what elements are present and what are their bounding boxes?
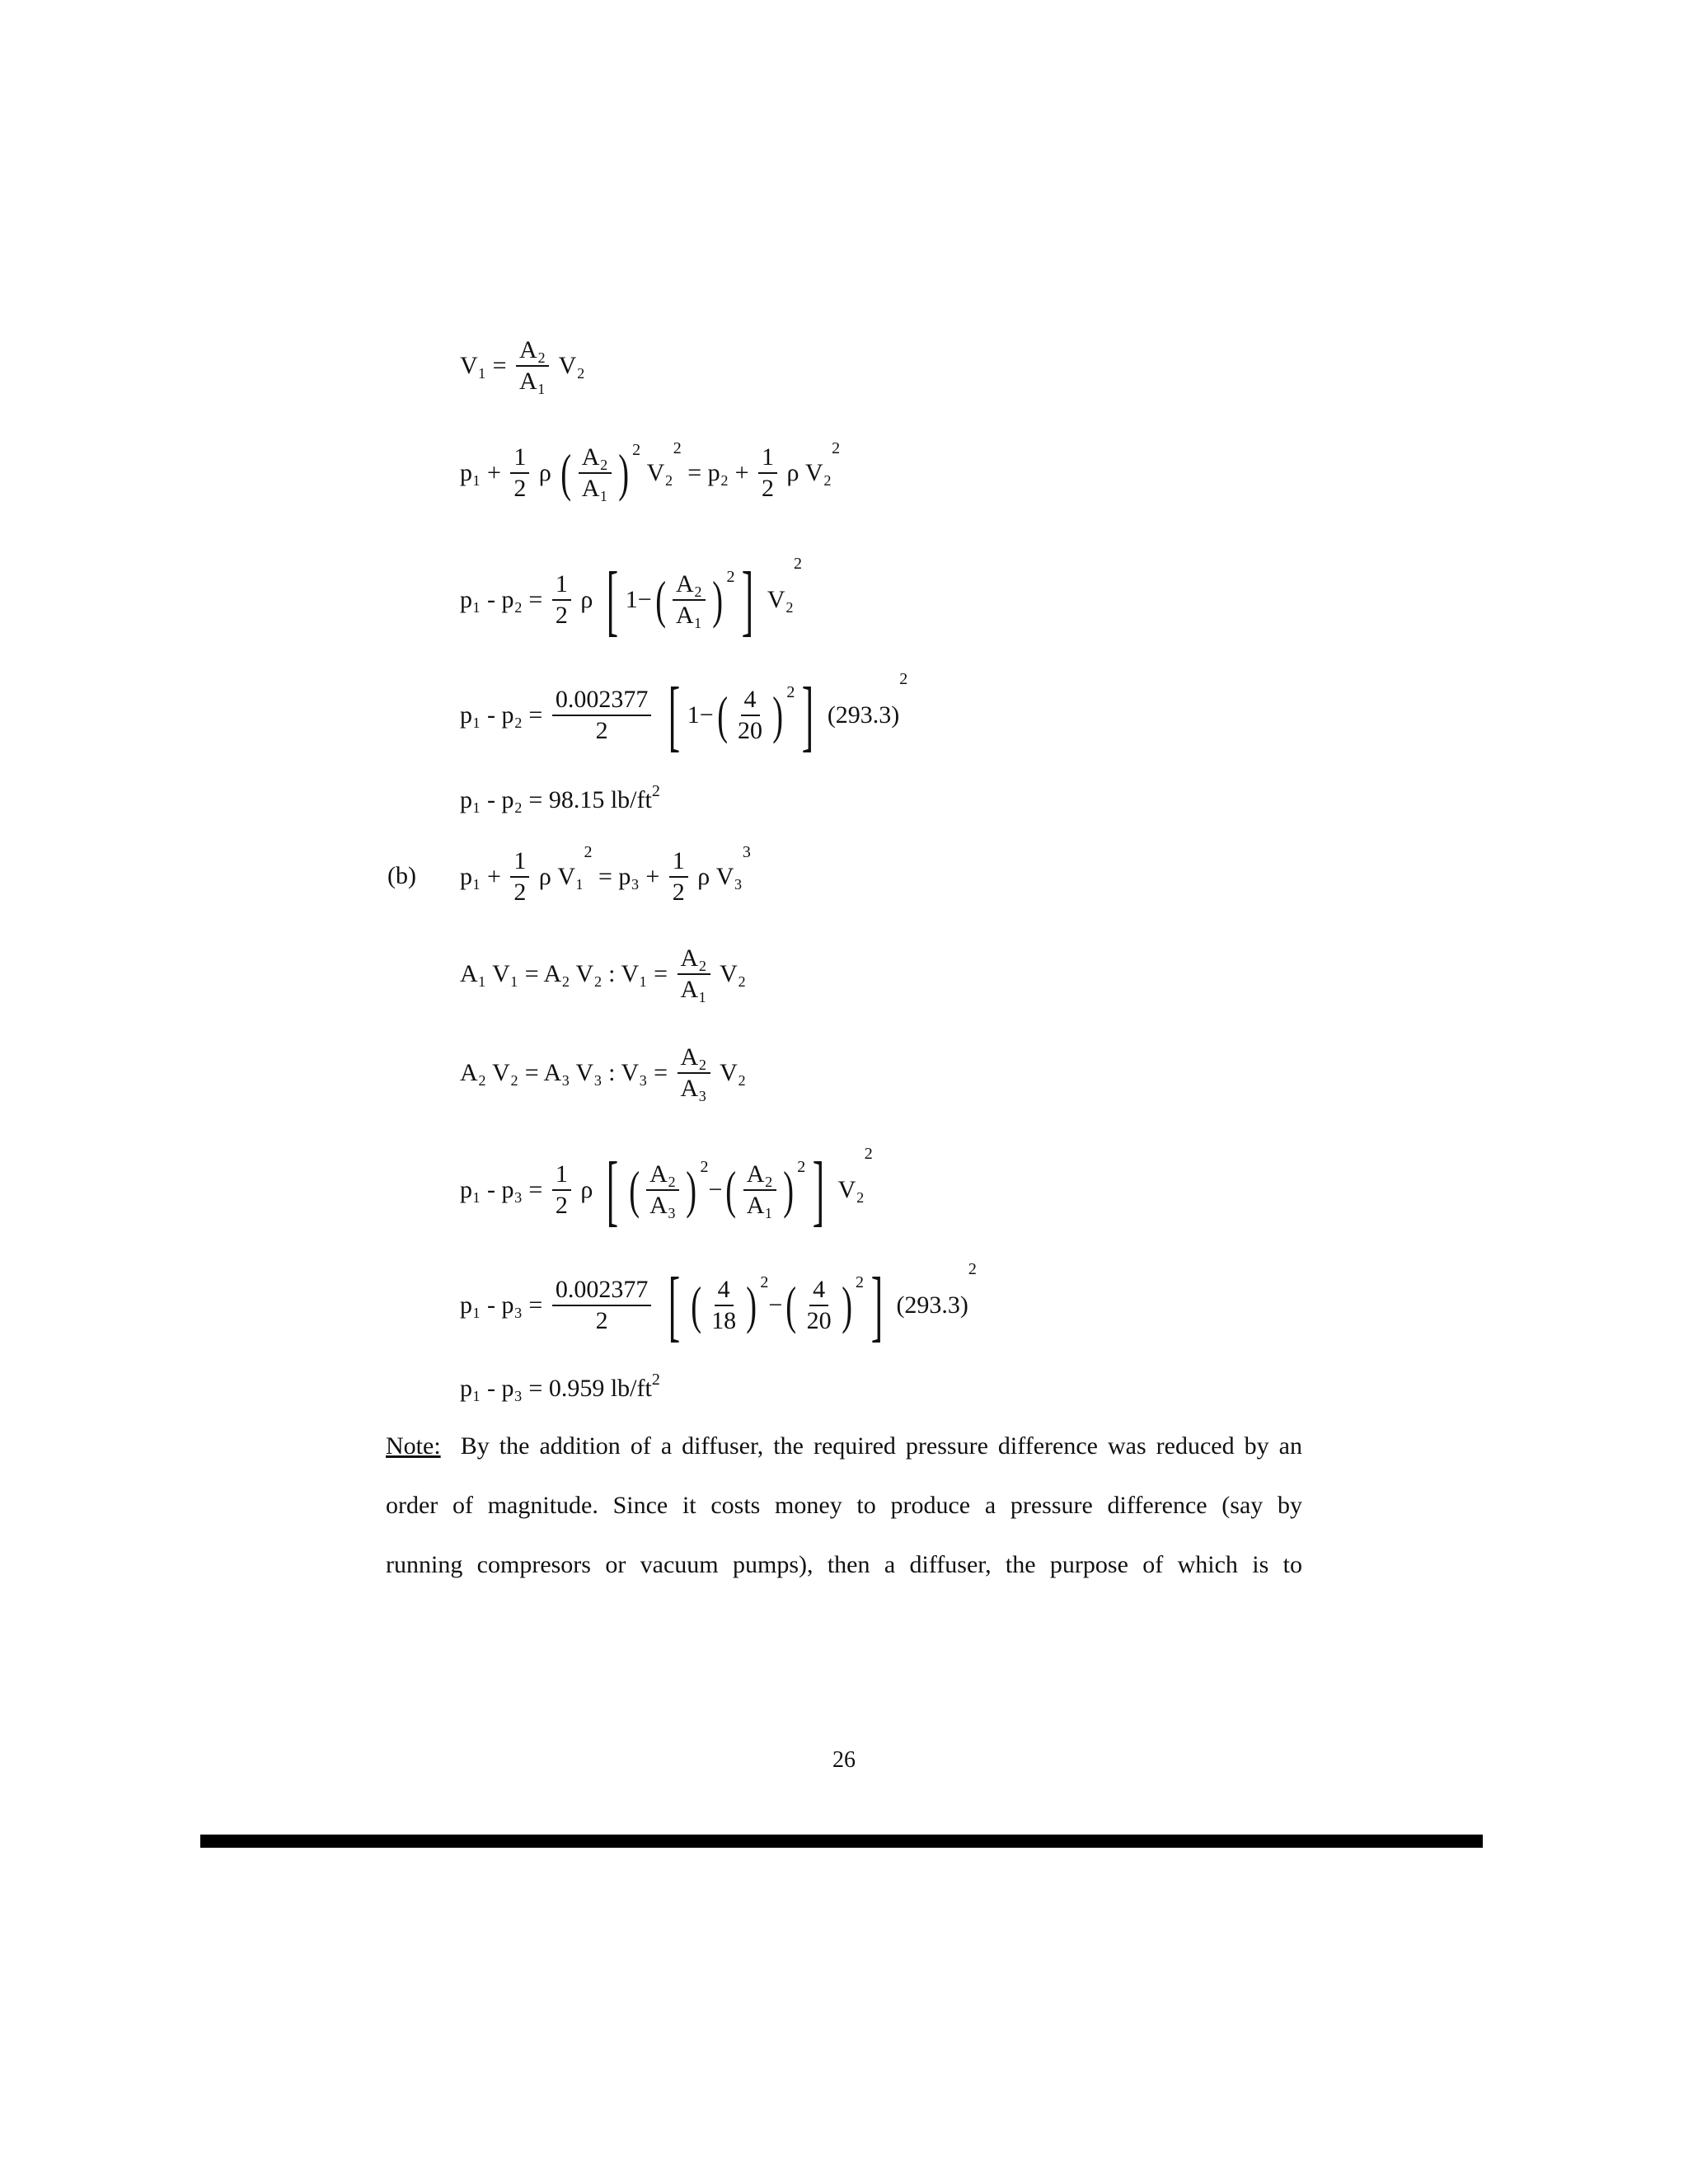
eq2-eqsign: = p₂ +	[687, 459, 749, 486]
eq9-exp2: 2	[797, 1158, 806, 1176]
eq2-half	[510, 445, 529, 501]
eq10-lhs: p₁ - p₃ =	[460, 1291, 543, 1319]
eq8-rhs: V₂	[720, 1059, 747, 1086]
eq4-rhs: (293.3)	[827, 701, 900, 729]
left-bracket: [	[668, 671, 681, 759]
eq7-rhs: V₂	[720, 960, 747, 987]
eq3-exp: 2	[726, 568, 735, 586]
eq2-rhs: ρ V₂	[786, 459, 832, 486]
eq4-one: 1−	[687, 701, 714, 729]
eq10-coef	[552, 1277, 652, 1333]
eq9-exp1: 2	[700, 1158, 709, 1176]
eq9-paren-group-1	[626, 1158, 709, 1219]
eq4-ratio	[734, 687, 766, 743]
eq3-rho: ρ	[580, 586, 593, 613]
eq9-rho: ρ	[580, 1176, 593, 1203]
eq3-lhs: p₁ - p₂ =	[460, 586, 543, 613]
right-bracket: ]	[742, 555, 754, 644]
equation-v1	[460, 338, 585, 394]
eq1-rhs: V₂	[558, 352, 585, 379]
equation-result-p1-p3	[460, 1371, 660, 1402]
eq2-half2-den: 2	[762, 475, 775, 502]
eq8-den: A₃	[680, 1075, 707, 1102]
eq4-coef-den: 2	[595, 717, 608, 744]
right-paren: )	[772, 686, 784, 744]
right-paren: )	[618, 443, 629, 502]
eq3-ratio	[673, 572, 706, 628]
right-paren: )	[783, 1160, 794, 1219]
eq7-fraction	[678, 946, 710, 1002]
equation-bernoulli-1	[460, 439, 841, 502]
eq4-coef-num: 0.002377	[552, 687, 652, 716]
eq9-r2-den: A₁	[746, 1192, 773, 1219]
eq9-paren-group-2	[722, 1158, 806, 1219]
eq2-ratio-den: A₁	[581, 475, 608, 502]
eq7-den: A₁	[680, 976, 707, 1003]
note-label: Note:	[386, 1432, 441, 1460]
eq9-r1-den: A₃	[649, 1192, 677, 1219]
eq3-bracket-group	[599, 555, 762, 644]
eq2-half2	[758, 445, 777, 501]
eq1-den: A₁	[519, 368, 546, 395]
note-text-1: By the addition of a diffuser, the required pressure difference was reduced by an	[460, 1432, 1302, 1460]
left-bracket: [	[606, 1146, 618, 1234]
left-paren: (	[785, 1276, 797, 1334]
eq10-coef-num: 0.002377	[552, 1277, 652, 1306]
left-paren: (	[716, 686, 728, 744]
eq3-rhs-exp: 2	[794, 555, 803, 573]
eq3-one: 1−	[625, 586, 652, 613]
eq10-exp2: 2	[855, 1273, 864, 1291]
left-bracket: [	[668, 1261, 681, 1349]
eq10-paren-group-2	[782, 1273, 864, 1334]
equation-continuity-2	[460, 1045, 746, 1101]
eq2-lhs: p₁ +	[460, 459, 501, 486]
eq2-rho: ρ	[538, 459, 551, 486]
eq3-half-den: 2	[555, 602, 568, 629]
eq9-ratio-1	[646, 1162, 679, 1218]
eq5-exp: 2	[651, 782, 660, 800]
right-paren: )	[686, 1160, 697, 1219]
eq8-fraction	[678, 1045, 710, 1101]
eq9-lhs: p₁ - p₃ =	[460, 1176, 543, 1203]
eq9-half	[552, 1162, 571, 1218]
eq10-coef-den: 2	[595, 1307, 608, 1334]
eq6-half-num: 1	[510, 849, 529, 878]
eq10-bracket-group	[661, 1261, 890, 1349]
right-paren: )	[841, 1276, 852, 1334]
eq8-lhs: A₂ V₂ = A₃ V₃ : V₃ =	[460, 1059, 668, 1086]
right-bracket: ]	[812, 1146, 825, 1234]
bottom-divider	[200, 1835, 1483, 1848]
equation-pressure-diff-numeric-1	[460, 670, 908, 759]
eq8-num: A₂	[678, 1045, 710, 1074]
eq10-r2-num: 4	[809, 1277, 828, 1306]
eq3-paren-group	[652, 568, 735, 629]
eq10-minus: −	[768, 1291, 783, 1319]
eq4-coef	[552, 687, 652, 743]
eq4-bracket-group	[661, 671, 821, 759]
eq1-num: A₂	[516, 338, 549, 367]
eq9-minus: −	[708, 1176, 723, 1203]
eq11-exp: 2	[651, 1371, 660, 1389]
eq3-rhs: V₂	[767, 586, 795, 613]
eq10-rhs-exp: 2	[968, 1260, 977, 1278]
eq2-exp: 2	[632, 441, 641, 459]
page-number: 26	[832, 1747, 856, 1773]
eq6-lhs: p₁ +	[460, 863, 501, 890]
eq10-r1-den: 18	[711, 1307, 737, 1334]
eq11-text: p₁ - p₃ = 0.959 lb/ft	[460, 1375, 652, 1402]
eq10-ratio-2	[804, 1277, 835, 1333]
eq2-mid: V₂	[646, 459, 673, 486]
eq9-r2-num: A₂	[743, 1162, 776, 1191]
eq2-ratio	[579, 445, 612, 501]
eq9-r1-num: A₂	[646, 1162, 679, 1191]
left-bracket: [	[606, 555, 618, 644]
eq3-ratio-den: A₁	[676, 602, 703, 629]
eq5-text: p₁ - p₂ = 98.15 lb/ft	[460, 786, 652, 813]
eq1-lhs: V₁ =	[460, 352, 507, 379]
eq9-rhs-exp: 2	[864, 1145, 873, 1163]
eq4-ratio-num: 4	[741, 687, 760, 716]
eq9-half-num: 1	[552, 1162, 571, 1191]
eq10-ratio-1	[708, 1277, 739, 1333]
eq9-rhs: V₂	[837, 1176, 865, 1203]
eq6-mid-exp: 2	[584, 843, 593, 861]
eq3-ratio-num: A₂	[673, 572, 706, 601]
eq2-half-num: 1	[510, 445, 529, 474]
eq6-eqsign: = p₃ +	[598, 863, 660, 890]
eq4-ratio-den: 20	[738, 717, 763, 744]
eq6-rhs-exp: 3	[742, 843, 751, 861]
right-paren: )	[746, 1276, 757, 1334]
right-paren: )	[712, 570, 724, 629]
eq6-mid: ρ V₁	[538, 863, 584, 890]
eq6-half2-num: 1	[669, 849, 688, 878]
eq4-paren-group	[714, 683, 795, 744]
left-paren: (	[560, 443, 572, 502]
eq10-rhs: (293.3)	[896, 1291, 968, 1319]
eq2-ratio-num: A₂	[579, 445, 612, 474]
left-paren: (	[691, 1276, 701, 1334]
note-line-1	[386, 1434, 1302, 1459]
equation-pressure-diff-1	[460, 555, 803, 644]
right-bracket: ]	[870, 1261, 884, 1349]
equation-pressure-diff-2	[460, 1145, 873, 1234]
eq2-half2-num: 1	[758, 445, 777, 474]
equation-result-p1-p2	[460, 782, 660, 813]
eq9-half-den: 2	[555, 1192, 568, 1219]
eq10-paren-group-1	[687, 1273, 769, 1334]
eq10-r1-num: 4	[715, 1277, 734, 1306]
eq2-paren-group	[557, 441, 641, 502]
eq6-half-den: 2	[513, 879, 527, 906]
eq6-half	[510, 849, 529, 905]
right-bracket: ]	[802, 671, 814, 759]
left-paren: (	[654, 570, 666, 629]
eq10-r2-den: 20	[806, 1307, 832, 1334]
eq6-half2-den: 2	[672, 879, 685, 906]
eq10-exp1: 2	[760, 1273, 769, 1291]
equation-pressure-diff-numeric-2	[460, 1260, 977, 1349]
left-paren: (	[629, 1160, 640, 1219]
note-line-3: running compresors or vacuum pumps), then a diffuser, the purpose of which is to	[386, 1551, 1302, 1578]
equation-continuity-1	[460, 946, 746, 1002]
eq4-rhs-exp: 2	[899, 670, 908, 688]
eq4-exp: 2	[786, 683, 795, 701]
eq9-ratio-2	[743, 1162, 776, 1218]
eq7-num: A₂	[678, 946, 710, 975]
note-line-2: order of magnitude. Since it costs money to produce a pressure difference (say by	[386, 1492, 1302, 1519]
eq1-fraction	[516, 338, 549, 394]
eq7-lhs: A₁ V₁ = A₂ V₂ : V₁ =	[460, 960, 668, 987]
eq3-half	[552, 572, 571, 628]
eq2-mid-exp: 2	[673, 439, 682, 457]
eq6-half2	[669, 849, 688, 905]
eq3-half-num: 1	[552, 572, 571, 601]
part-b-label: (b)	[387, 862, 416, 889]
equation-bernoulli-2	[460, 843, 751, 906]
left-paren: (	[725, 1160, 737, 1219]
eq9-bracket-group	[599, 1146, 832, 1234]
eq6-rhs: ρ V₃	[697, 863, 743, 890]
eq2-half-den: 2	[513, 475, 527, 502]
eq4-lhs: p₁ - p₂ =	[460, 701, 543, 729]
eq2-rhs-exp: 2	[832, 439, 841, 457]
